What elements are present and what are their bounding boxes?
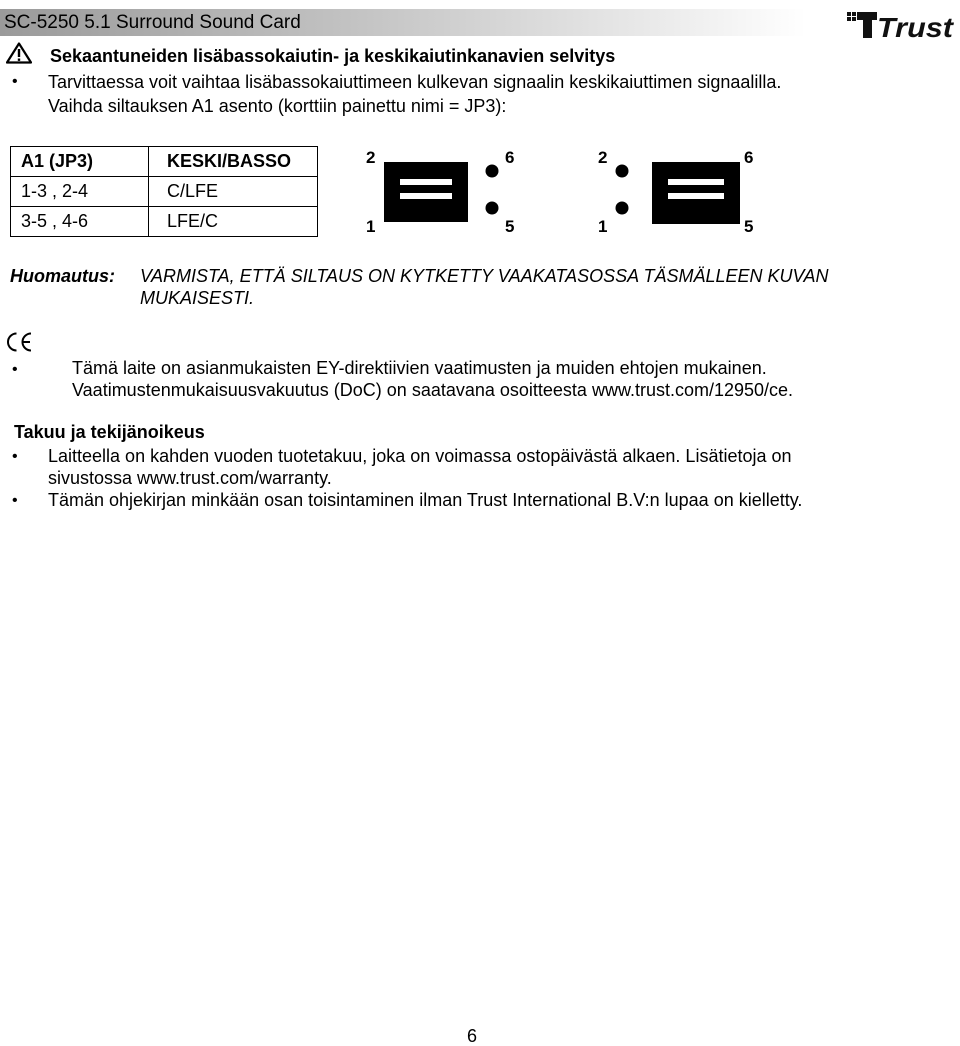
pin-label: 2 <box>598 148 608 167</box>
table-cell: 3-5 , 4-6 <box>11 207 149 237</box>
jumper-diagram-left <box>362 144 532 240</box>
ce-mark-icon <box>4 330 34 354</box>
bullet-marker: • <box>12 73 18 90</box>
pin-label: 5 <box>505 217 515 236</box>
table-row <box>11 207 318 237</box>
table-cell: 1-3 , 2-4 <box>11 177 149 207</box>
conformity-line1: Tämä laite on asianmukaisten EY-direktiivien vaatimusten ja muiden ehtojen mukainen. <box>72 358 767 378</box>
copyright-line: Tämän ohjekirjan minkään osan toisintaminen ilman Trust International B.V:n lupaa on kielletty. <box>48 490 803 510</box>
pin-label: 1 <box>598 217 608 236</box>
jumper-pin <box>616 165 629 178</box>
warranty-line2: sivustossa www.trust.com/warranty. <box>48 468 332 488</box>
table-row <box>11 177 318 207</box>
page-number: 6 <box>467 1026 478 1046</box>
pin-label: 5 <box>744 217 754 236</box>
warning-heading: Sekaantuneiden lisäbassokaiutin- ja keskikaiutinkanavien selvitys <box>50 46 616 66</box>
jumper-block <box>652 162 740 224</box>
jumper-pin <box>486 202 499 215</box>
trust-logo <box>846 6 956 42</box>
jumper-diagram-right <box>594 144 764 240</box>
table-header-row <box>11 147 318 177</box>
conformity-line2: Vaatimustenmukaisuusvakuutus (DoC) on saatavana osoitteesta www.trust.com/12950/ce. <box>72 380 794 400</box>
jumper-block <box>384 162 468 222</box>
swap-instruction-line2: Vaihda siltauksen A1 asento (korttiin painettu nimi = JP3): <box>48 96 507 116</box>
table-cell: C/LFE <box>149 177 318 207</box>
table-header-cell: A1 (JP3) <box>11 147 149 177</box>
document-title: SC-5250 5.1 Surround Sound Card <box>4 12 301 33</box>
pin-label: 2 <box>366 148 376 167</box>
table-header-cell: KESKI/BASSO <box>149 147 318 177</box>
pin-label: 6 <box>744 148 754 167</box>
bullet-marker: • <box>12 492 18 509</box>
logo-text: Trust <box>877 12 955 42</box>
jumper-table <box>10 146 318 237</box>
note-text: VARMISTA, ETTÄ SILTAUS ON KYTKETTY VAAKATASOSSA TÄSMÄLLEEN KUVAN MUKAISESTI. <box>140 266 829 308</box>
bullet-marker: • <box>12 448 18 465</box>
warranty-heading: Takuu ja tekijänoikeus <box>14 422 205 442</box>
jumper-pin <box>486 165 499 178</box>
jumper-pin <box>616 202 629 215</box>
note-label: Huomautus: <box>10 266 115 286</box>
bullet-marker: • <box>12 361 18 378</box>
swap-instruction-line1: Tarvittaessa voit vaihtaa lisäbassokaiuttimeen kulkevan signaalin keskikaiuttimen signaalilla. <box>48 72 782 92</box>
table-cell: LFE/C <box>149 207 318 237</box>
warning-triangle-icon <box>6 42 32 64</box>
pin-label: 1 <box>366 217 376 236</box>
pin-label: 6 <box>505 148 515 167</box>
warranty-line1: Laitteella on kahden vuoden tuotetakuu, joka on voimassa ostopäivästä alkaen. Lisätietoja on <box>48 446 792 466</box>
